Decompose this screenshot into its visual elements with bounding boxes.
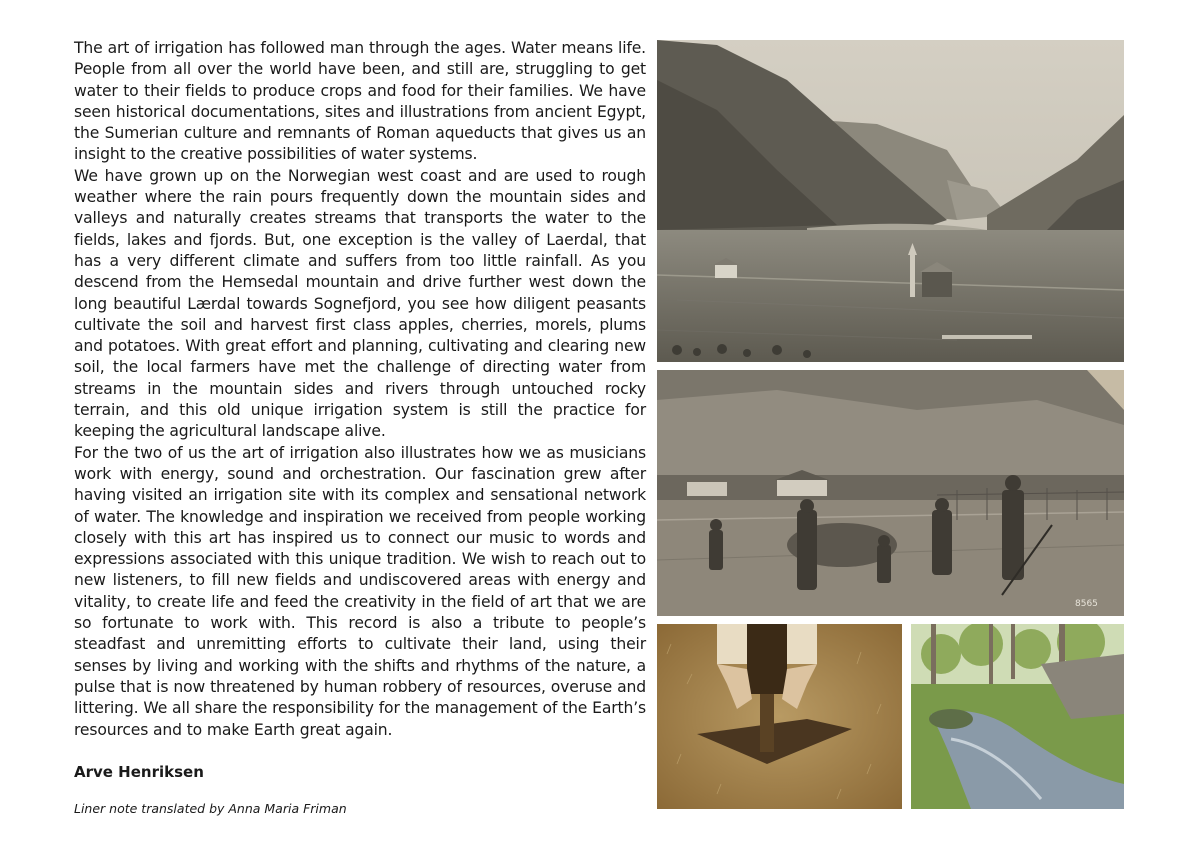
- photo-archive-number: 8565: [1075, 599, 1098, 609]
- valley-landscape-photo: [657, 40, 1124, 362]
- liner-notes: [74, 38, 646, 816]
- translation-credit: Liner note translated by Anna Maria Friman: [74, 800, 347, 816]
- farmers-field-photo: [657, 370, 1124, 616]
- paragraph-1: The art of irrigation has followed man through the ages. Water means life. People from all over the world have been, and still are, struggling to get water to their fields to produce crops and food for their families. We have seen historical documentations, sites and illustrations from ancient Egypt, the Sumerian culture and remnants of Roman aqueducts that gives us an insight to the creative possibilities of water systems.: [74, 39, 646, 164]
- forest-stream-photo: [911, 624, 1124, 809]
- hands-irrigation-photo: [657, 624, 902, 809]
- paragraph-2: We have grown up on the Norwegian west coast and are used to rough weather where the rain pours frequently down the mountain sides and valleys and naturally creates streams that transports the water to the fields, lakes and fjords. But, one exception is the valley of Laerdal, that has a very different climate and suffers from too little rainfall. As you descend from the Hemsedal mountain and drive further west down the long beautiful Lærdal towards Sognefjord, you see how diligent peasants cultivate the soil and harvest first class apples, cherries, morels, plums and potatoes. With great effort and planning, cultivating and clearing new soil, the local farmers have met the challenge of directing water from streams in the mountain sides and rivers through untouched rocky terrain, and this old unique irrigation system is still the practice for keeping the agricultural landscape alive.: [74, 166, 646, 441]
- paragraph-3: For the two of us the art of irrigation also illustrates how we as musicians work with energy, sound and orchestration. Our fascination grew after having visited an irrigation site with its complex and sensational network of water. The knowledge and inspiration we received from people working closely with this art has inspired us to connect our music to words and expressions associated with this unique tradition. We wish to reach out to new listeners, to fill new fields and undiscovered areas with energy and vitality, to create life and feed the creativity in the field of art that we are so fortunate to work with. This record is also a tribute to people’s steadfast and unremitting efforts to cultivate their land, using their senses by living and working with the shifts and rhythms of the nature, a pulse that is now threatened by human robbery of resources, overuse and littering. We all share the responsibility for the management of the Earth’s resources and to make Earth great again.: [74, 443, 646, 739]
- author-name: Arve Henriksen: [74, 762, 204, 781]
